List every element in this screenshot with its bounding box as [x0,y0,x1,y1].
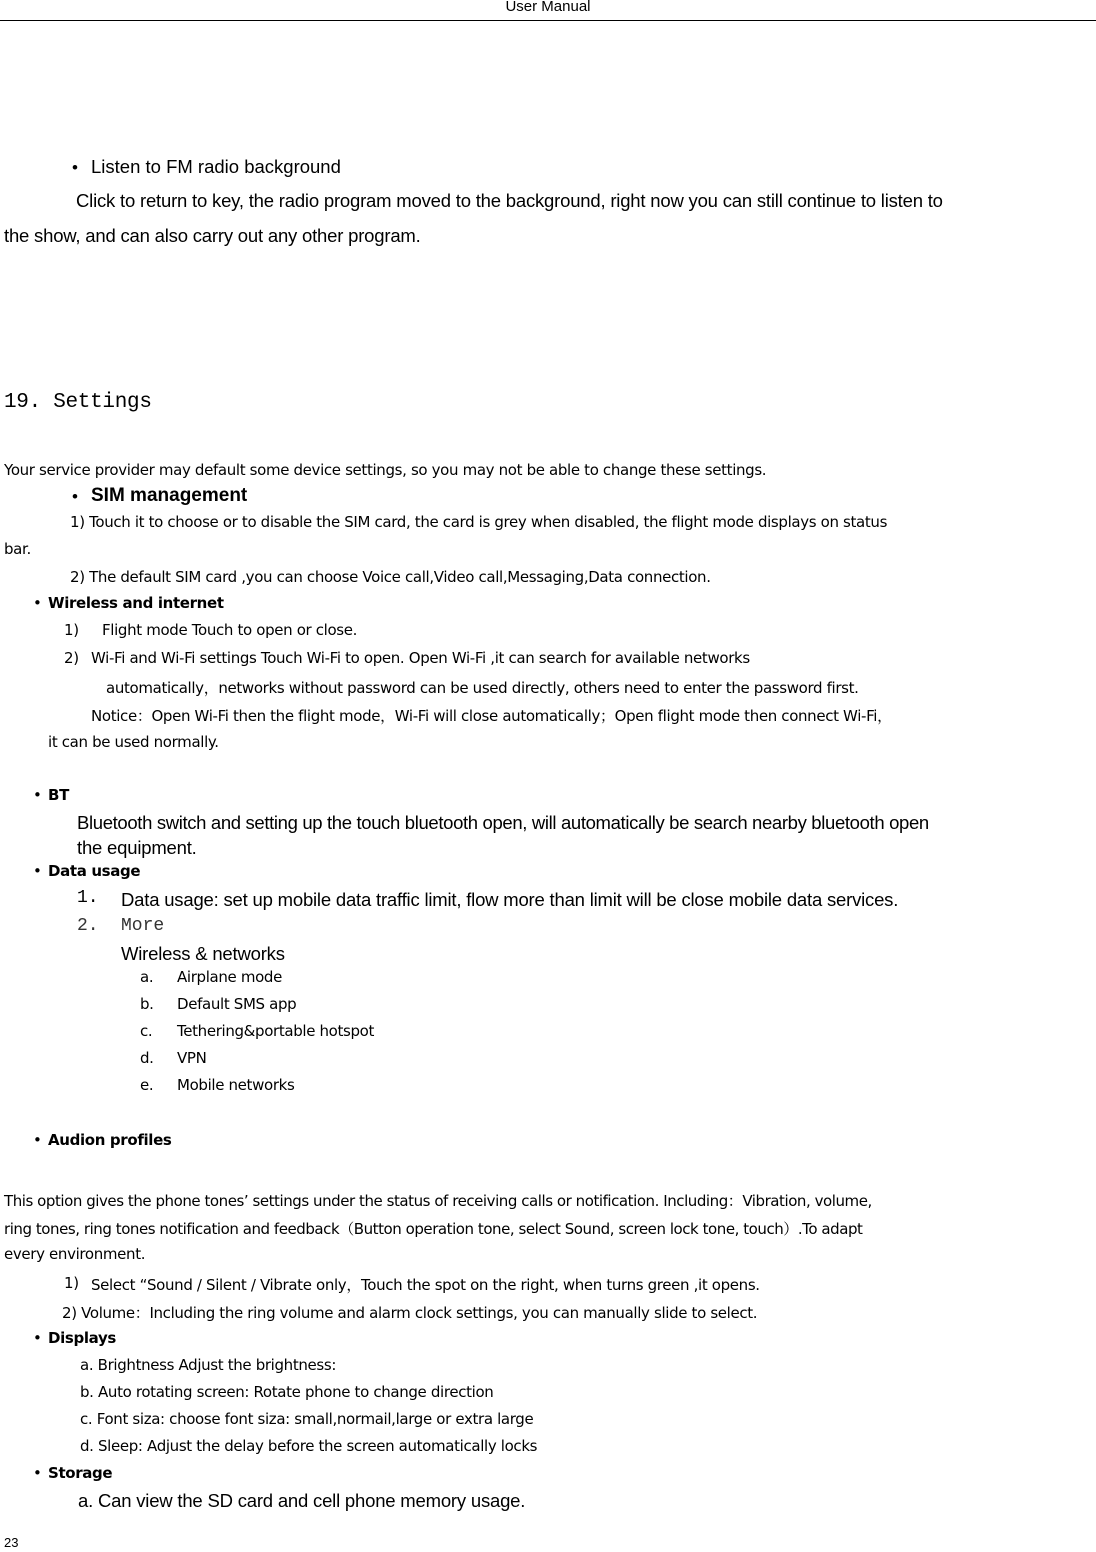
displays-item: a. Brightness Adjust the brightness: [80,1356,337,1374]
section-title: 19. Settings [4,391,152,414]
sim-item1-line2: bar. [4,540,31,558]
fm-paragraph-line1: Click to return to key, the radio program moved to the background, right now you can still continue to listen to [76,190,943,211]
wireless-item1-text: Flight mode Touch to open or close. [102,621,358,639]
header-rule [0,20,1096,21]
list-item-text: VPN [177,1049,207,1067]
list-item-text: Mobile networks [177,1076,295,1094]
displays-item: d. Sleep: Adjust the delay before the screen automatically locks [80,1437,538,1455]
audio-item2: 2) Volume：Including the ring volume and alarm clock settings, you can manually slide to select. [62,1304,758,1322]
data-usage-title: Data usage [48,862,141,880]
wireless-item2-text: Wi-Fi and Wi-Fi settings Touch Wi-Fi to open. Open Wi-Fi ,it can search for available networks [91,649,750,667]
audio-para-line2: ring tones, ring tones notification and feedback（Button operation tone, select Sound, screen lock tone, touch）.To adapt [4,1220,863,1238]
bt-line2: the equipment. [77,837,197,858]
wireless-item2-num: 2) [64,649,79,667]
bt-line1: Bluetooth switch and setting up the touch bluetooth open, will automatically be search nearby bluetooth open [77,812,929,833]
displays-item: b. Auto rotating screen: Rotate phone to change direction [80,1383,494,1401]
storage-item: a. Can view the SD card and cell phone memory usage. [78,1490,526,1511]
sim-item1-line1: 1) Touch it to choose or to disable the SIM card, the card is grey when disabled, the flight mode displays on status [70,513,888,531]
list-item-letter: a. [140,968,154,986]
data-usage-item2-num: 2. [77,916,99,936]
bullet-icon: • [33,1329,42,1347]
audio-para-line3: every environment. [4,1245,146,1263]
fm-paragraph-line2: the show, and can also carry out any other program. [4,225,421,246]
bullet-icon: • [33,1131,42,1149]
bullet-icon: • [33,862,42,880]
audio-para-line1: This option gives the phone tones’ settings under the status of receiving calls or notification. Including：Vibration, volume, [4,1192,872,1210]
wireless-notice-line1: Notice：Open Wi-Fi then the flight mode，Wi-Fi will close automatically；Open flight mode then connect Wi-Fi， [91,707,892,725]
bullet-icon: • [33,1464,42,1482]
list-item-letter: d. [140,1049,154,1067]
bullet-icon: • [33,786,42,804]
wireless-item2-cont: automatically，networks without password can be used directly, others need to enter the password first. [106,679,859,697]
sim-item2: 2) The default SIM card ,you can choose Voice call,Video call,Messaging,Data connection. [70,568,711,586]
list-item-letter: b. [140,995,154,1013]
audio-title: Audion profiles [48,1131,172,1149]
sim-title: SIM management [91,485,248,506]
data-usage-item2-text: More [121,916,165,936]
displays-item: c. Font siza: choose font siza: small,normail,large or extra large [80,1410,534,1428]
list-item-letter: c. [140,1022,153,1040]
wireless-notice-line2: it can be used normally. [48,733,219,751]
storage-title: Storage [48,1464,113,1482]
bt-title: BT [48,786,69,804]
fm-bullet-text: Listen to FM radio background [91,156,341,177]
wireless-networks-subtitle: Wireless & networks [121,943,285,964]
bullet-icon: • [33,594,42,612]
bullet-icon: • [72,158,78,177]
list-item-text: Tethering&portable hotspot [177,1022,375,1040]
audio-item1-text: Select “Sound / Silent / Vibrate only，Touch the spot on the right, when turns green ,it opens. [91,1276,760,1294]
intro-text: Your service provider may default some device settings, so you may not be able to change these settings. [4,461,767,479]
wireless-title: Wireless and internet [48,594,224,612]
wireless-item1-num: 1) [64,621,79,639]
data-usage-item1-num: 1. [77,888,99,908]
bullet-icon: • [72,487,78,506]
list-item-text: Default SMS app [177,995,297,1013]
data-usage-item1-text: Data usage: set up mobile data traffic limit, flow more than limit will be close mobile data services. [121,889,899,910]
page-header: User Manual [505,0,591,15]
list-item-letter: e. [140,1076,154,1094]
audio-item1-num: 1) [64,1274,79,1292]
page-number: 23 [4,1535,19,1550]
displays-title: Displays [48,1329,116,1347]
list-item-text: Airplane mode [177,968,282,986]
